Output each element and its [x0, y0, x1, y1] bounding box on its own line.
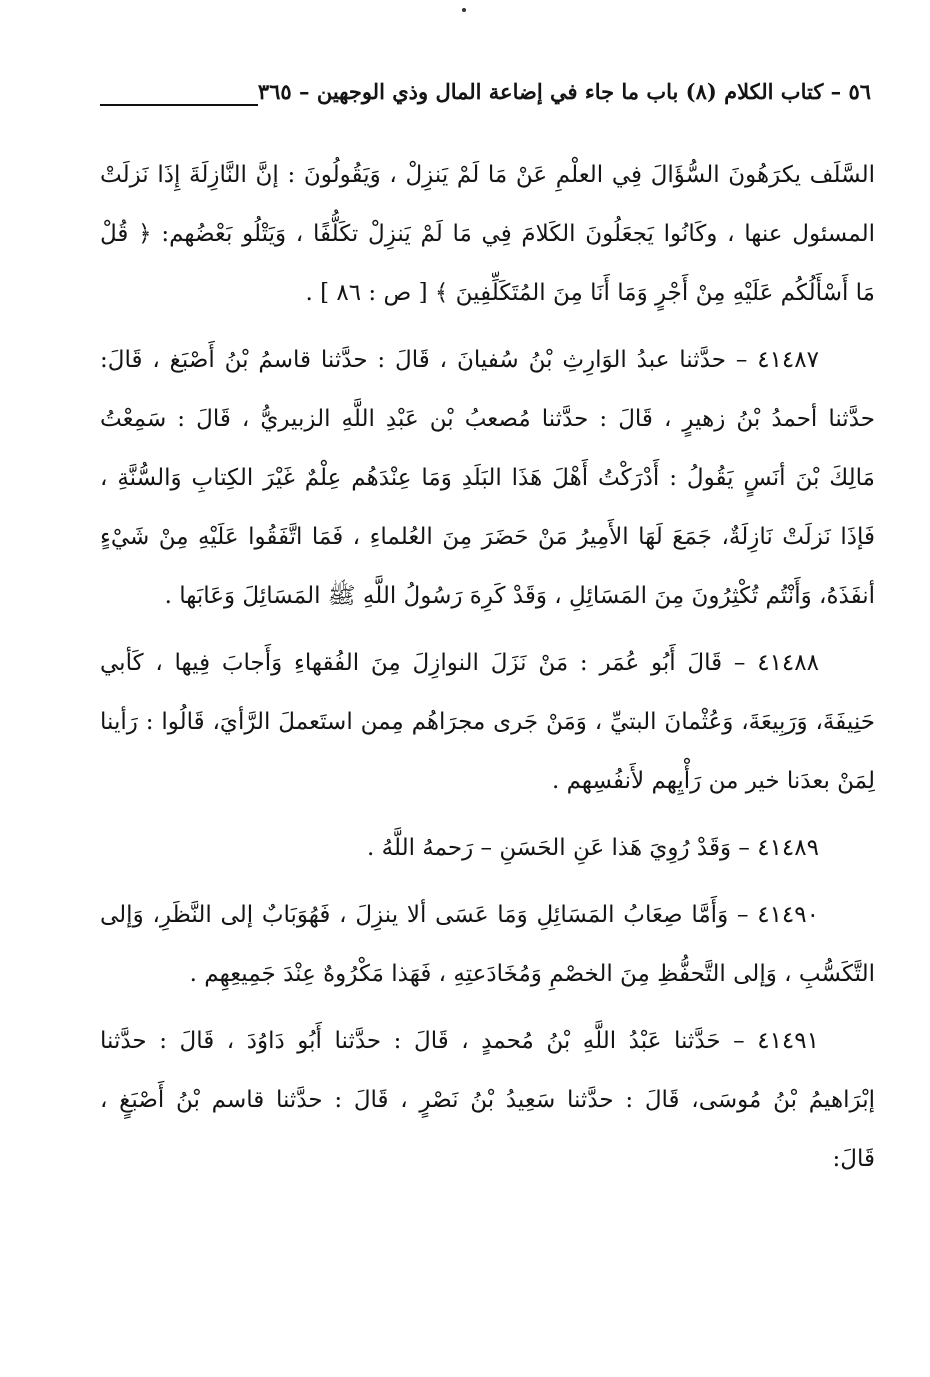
text-line: مَا أَسْأَلُكُم عَلَيْهِ مِنْ أَجْرٍ وَمَا أَنَا مِنَ المُتَكَلِّفِينَ ﴾ [ ص : ٨٦ ] . — [305, 280, 875, 306]
text-line: ٤١٤٨٧ – حدَّثنا عبدُ الوَارِثِ بْنُ سُفيانَ ، قَالَ : حدَّثنا قاسمُ بْنُ أَصْبَغ ، قَالَ: — [100, 347, 819, 373]
paragraph — [100, 146, 875, 323]
text-line: فَإذَا نَزلَتْ نَازِلَةٌ، جَمَعَ لَهَا الأَمِيرُ مَنْ حَضَرَ مِنَ العُلماءِ ، فَمَا اتَّفَقُوا عَلَيْهِ مِنْ شَيْءٍ — [100, 524, 875, 550]
paragraph-41487 — [100, 331, 875, 626]
paragraph-41490 — [100, 886, 875, 1004]
text-line: المسئول عنها ، وكَانُوا يَجعَلُونَ الكَلامَ فِي مَا لَمْ يَنزِلْ تكَلُّفًا ، وَيَتْلُو بَعْضُهم: ﴿ قُلْ — [100, 221, 875, 247]
text-line: حَنِيفَةَ، وَرَبِيعَةَ، وَعُثْمانَ البتيِّ ، وَمَنْ جَرى مجرَاهُم مِمن استَعملَ الرَّأيَ، قَالُوا : رَأينا — [100, 709, 875, 735]
text-line: ٤١٤٩٠ – وَأَمَّا صِعَابُ المَسَائِلِ وَمَا عَسَى ألا ينزِلَ ، فَهُوَبَابٌ إلى النَّظَرِ، وَإلى — [100, 902, 819, 928]
text-line: أنفَذَهُ، وَأَنْتُم تُكْثِرُونَ مِنَ المَسَائِلِ ، وَقَدْ كَرِهَ رَسُولُ اللَّهِ ﷺ المَسَائِلَ وَعَابَها . — [164, 583, 875, 609]
text-line: قَالَ: — [832, 1146, 875, 1172]
paragraph-41491 — [100, 1012, 875, 1189]
text-line: مَالِكَ بْنَ أنَسٍ يَقُولُ : أَدْرَكْتُ أَهْلَ هَذَا البَلَدِ وَمَا عِنْدَهُم عِلْمٌ غَيْرَ الكِتابِ وَالسُّنَّةِ ، — [100, 465, 875, 491]
text-line: ٤١٤٨٩ – وَقَدْ رُوِيَ هَذا عَنِ الحَسَنِ – رَحمهُ اللَّهُ . — [367, 835, 819, 861]
header-rule — [100, 104, 258, 106]
paragraph-41488 — [100, 634, 875, 811]
page-mark — [462, 8, 466, 12]
text-line: التَّكَسُّبِ ، وَإلى التَّحفُّظِ مِنَ الخصْمِ وَمُخَادَعتِهِ ، فَهَذا مَكْرُوهٌ عِنْدَ جَمِيعِهِم . — [189, 961, 875, 987]
text-line: حدَّثنا أحمدُ بْنُ زهيرٍ ، قَالَ : حدَّثنا مُصعبُ بْن عَبْدِ اللَّهِ الزبيريُّ ، قَالَ : سَمِعْتُ — [100, 406, 875, 432]
text-line: ٤١٤٨٨ – قَالَ أَبُو عُمَر : مَنْ نَزَلَ النوازِلَ مِنَ الفُقهاءِ وَأَجابَ فِيها ، كَأبي — [100, 650, 819, 676]
text-line: السَّلَف يكرَهُونَ السُّؤَالَ فِي العلْمِ عَنْ مَا لَمْ يَنزِلْ ، وَيَقُولُونَ : إنَّ النَّازِلَةَ إِذَا نَزلَتْ — [100, 162, 875, 188]
text-line: إبْرَاهيمُ بْنُ مُوسَى، قَالَ : حدَّثنا سَعِيدُ بْنُ نَصْرٍ ، قَالَ : حدَّثنا قاسم بْنُ أَصْبَغٍ ، — [100, 1087, 875, 1113]
text-line: لِمَنْ بعدَنا خير من رَأْيِهم لأَنفُسِهم . — [551, 768, 875, 794]
paragraph-41489 — [100, 819, 875, 878]
running-title: ٥٦ – كتاب الكلام (٨) باب ما جاء في إضاعة المال وذي الوجهين – ٣٦٥ — [257, 79, 871, 104]
text-line: ٤١٤٩١ – حَدَّثنا عَبْدُ اللَّهِ بْنُ مُحمدٍ ، قَالَ : حدَّثنا أَبُو دَاوُدَ ، قَالَ : حدَّثنا — [100, 1028, 819, 1054]
running-header — [100, 72, 875, 112]
page-body — [100, 146, 875, 1189]
